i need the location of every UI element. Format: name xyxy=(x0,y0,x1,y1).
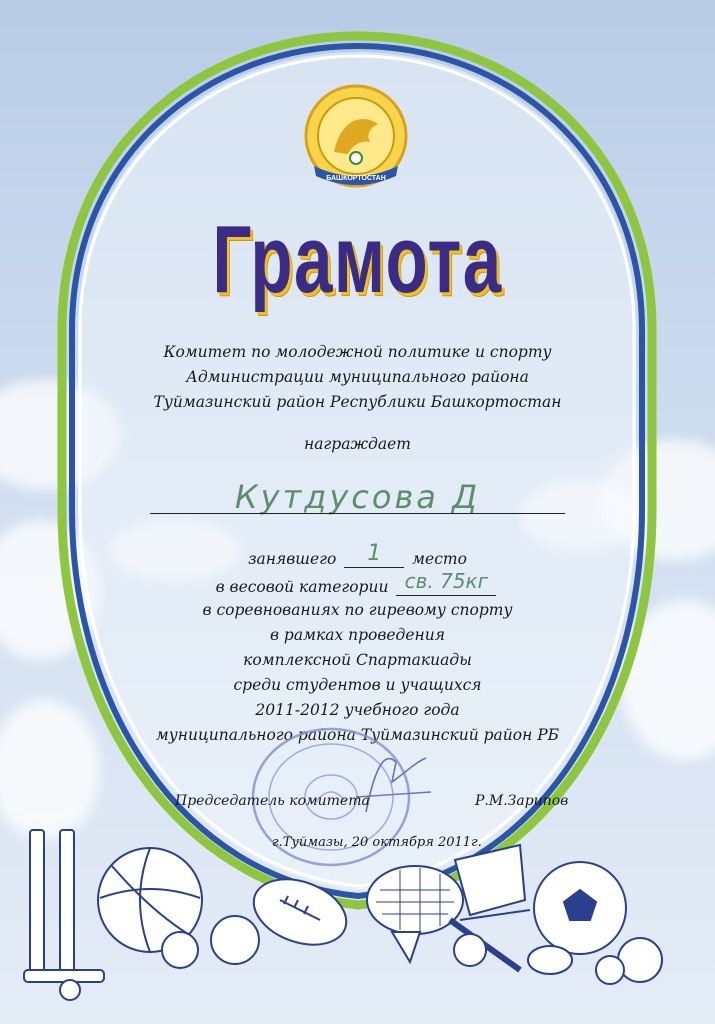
tennis-racket-icon xyxy=(367,866,463,934)
place-suffix: место xyxy=(412,550,467,568)
place-line xyxy=(0,541,715,568)
bashkortostan-emblem xyxy=(300,82,412,194)
shuttlecock-icon xyxy=(392,932,420,962)
event-line: в рамках проведения xyxy=(269,626,445,644)
place-date: г.Туймазы, 20 октября 2011г. xyxy=(272,835,482,850)
skate-icon xyxy=(455,845,525,915)
place-field xyxy=(344,541,404,568)
certificate-title: Грамота xyxy=(212,206,503,313)
awards-text: награждает xyxy=(303,435,411,453)
rugby-ball-icon xyxy=(245,867,356,956)
event-line: 2011-2012 учебного года xyxy=(255,701,460,719)
weight-field xyxy=(396,569,496,596)
event-line: муниципального района Туймазинский район РБ xyxy=(155,726,560,744)
tennis-ball-icon xyxy=(162,932,198,968)
issuer-line: Туймазинский район Республики Башкортостан xyxy=(153,393,562,411)
weight-prefix: в весовой категории xyxy=(215,578,389,596)
place-prefix: занявшего xyxy=(248,550,337,568)
emblem-label: БАШКОРТОСТАН xyxy=(326,175,386,182)
chairman-label: Председатель комитета xyxy=(175,793,370,809)
issuer-line: Комитет по молодежной политике и спорту xyxy=(163,343,552,361)
recipient-underline xyxy=(150,513,565,514)
event-line: комплексной Спартакиады xyxy=(243,651,472,669)
chairman-name: Р.М.Зарипов xyxy=(475,793,569,809)
issuer-line: Администрации муниципального района xyxy=(186,368,529,386)
weight-value: св. 75кг xyxy=(404,569,489,593)
sports-equipment-illustration xyxy=(0,820,715,1024)
event-line: в соревнованиях по гиревому спорту xyxy=(202,601,513,619)
event-line: среди студентов и учащихся xyxy=(233,676,482,694)
volleyball-icon xyxy=(618,938,662,982)
croquet-mallet-icon xyxy=(30,830,44,980)
signature xyxy=(366,758,426,812)
weight-line xyxy=(0,569,715,596)
recipient-name: Кутдусова Д xyxy=(234,478,481,516)
place-value: 1 xyxy=(367,541,382,566)
